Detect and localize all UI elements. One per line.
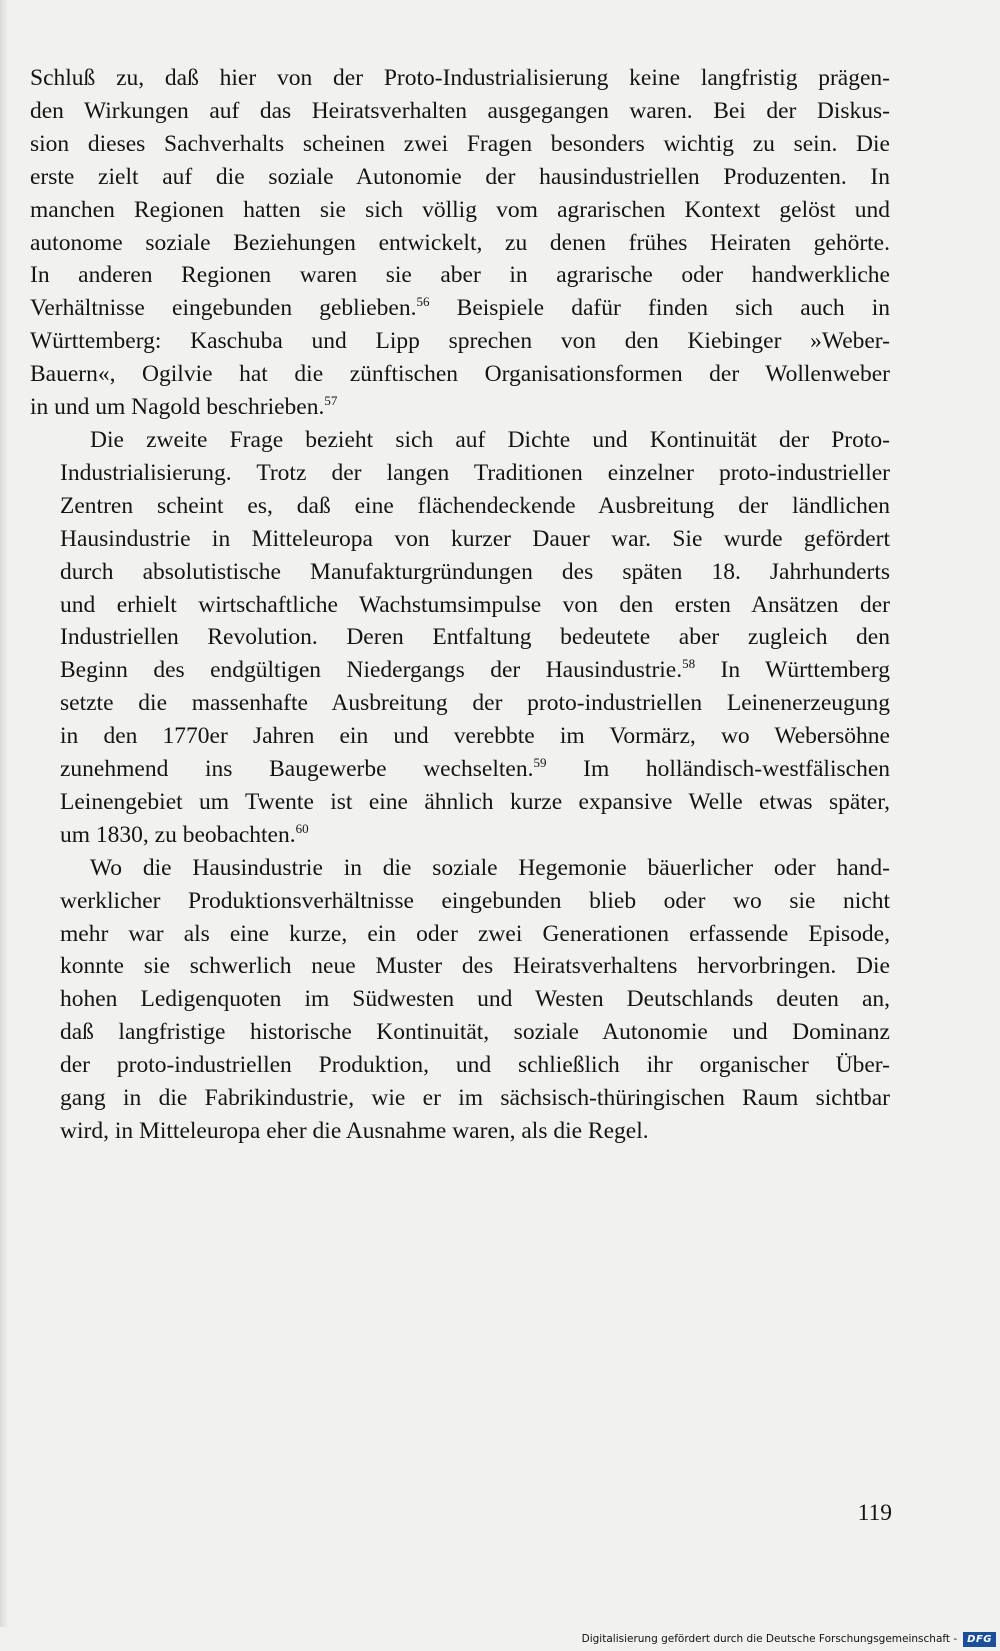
footnote-ref: 58 [682, 656, 696, 672]
text-run: Hausindustrie in Mitteleuropa von kurzer Dauer war. Sie wurde gefördert [60, 525, 890, 552]
text-run: werklicher Produktionsverhältnisse eingebunden blieb oder wo sie nicht [60, 887, 890, 914]
text-run: und erhielt wirtschaftliche Wachstumsimpulse von den ersten Ansätzen der [60, 591, 890, 618]
text-line [30, 885, 890, 918]
page-edge [0, 0, 8, 1651]
text-line [30, 62, 890, 95]
text-line [30, 490, 890, 523]
text-line [30, 720, 890, 753]
text-run: Im holländisch-westfälischen [546, 756, 890, 783]
text-line [30, 589, 890, 622]
text-run: autonome soziale Beziehungen entwickelt, zu denen frühes Heiraten gehörte. [30, 229, 890, 256]
text-run: konnte sie schwerlich neue Muster des Heiratsverhaltens hervorbringen. Die [60, 953, 890, 980]
text-line [30, 819, 890, 852]
text-run: setzte die massenhafte Ausbreitung der proto-industriellen Leinenerzeugung [60, 690, 890, 717]
text-line [30, 621, 890, 654]
text-line [30, 983, 890, 1016]
text-run: In Württemberg [695, 657, 890, 684]
text-line [30, 786, 890, 819]
text-line [30, 161, 890, 194]
text-run: erste zielt auf die soziale Autonomie der hausindustriellen Produzenten. In [30, 163, 890, 190]
digitization-footer [0, 1627, 1000, 1651]
text-run: um 1830, zu beobachten. [60, 821, 296, 848]
text-line [30, 292, 890, 325]
paragraph [30, 62, 890, 424]
text-line [30, 358, 890, 391]
text-run: Die zweite Frage bezieht sich auf Dichte und Kontinuität der Proto- [90, 426, 890, 453]
text-line [30, 194, 890, 227]
footnote-ref: 59 [533, 755, 547, 771]
text-run: mehr war als eine kurze, ein oder zwei Generationen erfassende Episode, [60, 920, 890, 947]
text-run: in den 1770er Jahren ein und verebbte im Vormärz, wo Webersöhne [60, 723, 890, 750]
text-line [30, 391, 890, 424]
text-line [30, 259, 890, 292]
footnote-ref: 57 [324, 393, 338, 409]
text-run: zunehmend ins Baugewerbe wechselten. [60, 756, 534, 783]
text-line [30, 457, 890, 490]
text-run: in und um Nagold beschrieben. [30, 394, 325, 421]
paragraph [30, 852, 890, 1148]
text-run: sion dieses Sachverhalts scheinen zwei Fragen besonders wichtig zu sein. Die [30, 130, 890, 157]
text-line [30, 654, 890, 687]
text-run: der proto-industriellen Produktion, und schließlich ihr organischer Über- [60, 1052, 890, 1079]
text-run: daß langfristige historische Kontinuität, soziale Autonomie und Dominanz [60, 1019, 890, 1046]
text-run: Beispiele dafür finden sich auch in [429, 295, 890, 322]
text-run: wird, in Mitteleuropa eher die Ausnahme waren, als die Regel. [60, 1118, 649, 1144]
text-line [30, 753, 890, 786]
text-line [30, 227, 890, 260]
text-run: manchen Regionen hatten sie sich völlig vom agrarischen Kontext gelöst und [30, 196, 890, 223]
text-run: gang in die Fabrikindustrie, wie er im sächsisch-thüringischen Raum sichtbar [60, 1085, 890, 1112]
text-run: Industriellen Revolution. Deren Entfaltung bedeutete aber zugleich den [60, 624, 890, 651]
text-line [30, 918, 890, 951]
dfg-logo: DFG [963, 1632, 996, 1647]
text-line [30, 1115, 890, 1148]
text-run: Bauern«, Ogilvie hat die zünftischen Organisationsformen der Wollenweber [30, 361, 890, 388]
text-run: durch absolutistische Manufakturgründungen des späten 18. Jahrhunderts [60, 558, 890, 585]
text-line [30, 95, 890, 128]
text-line [30, 852, 890, 885]
text-line [30, 556, 890, 589]
text-line [30, 325, 890, 358]
text-run: hohen Ledigenquoten im Südwesten und Westen Deutschlands deuten an, [60, 986, 890, 1013]
text-run: In anderen Regionen waren sie aber in agrarische oder handwerkliche [30, 262, 890, 289]
text-run: den Wirkungen auf das Heiratsverhalten ausgegangen waren. Bei der Diskus- [30, 97, 890, 124]
text-run: Wo die Hausindustrie in die soziale Hegemonie bäuerlicher oder hand- [90, 854, 890, 881]
text-line [30, 424, 890, 457]
text-line [30, 523, 890, 556]
footnote-ref: 56 [416, 294, 430, 310]
text-run: Industrialisierung. Trotz der langen Traditionen einzelner proto-industrieller [60, 459, 890, 486]
footnote-ref: 60 [295, 820, 309, 836]
text-run: Schluß zu, daß hier von der Proto-Industrialisierung keine langfristig prägen- [30, 65, 890, 91]
paragraph [30, 424, 890, 852]
footer-credit: Digitalisierung gefördert durch die Deutsche Forschungsgemeinschaft - [581, 1633, 958, 1645]
text-run: Zentren scheint es, daß eine flächendeckende Ausbreitung der ländlichen [60, 492, 890, 519]
text-line [30, 1082, 890, 1115]
text-line [30, 1049, 890, 1082]
text-line [30, 687, 890, 720]
text-line [30, 128, 890, 161]
text-run: Württemberg: Kaschuba und Lipp sprechen von den Kiebinger »Weber- [30, 328, 890, 355]
text-run: Verhältnisse eingebunden geblieben. [30, 295, 417, 322]
text-line [30, 1016, 890, 1049]
body-text [30, 62, 890, 1148]
text-run: Leinengebiet um Twente ist eine ähnlich kurze expansive Welle etwas später, [60, 788, 890, 815]
text-run: Beginn des endgültigen Niedergangs der Hausindustrie. [60, 657, 683, 684]
page-number: 119 [857, 1500, 892, 1526]
text-line [30, 950, 890, 983]
